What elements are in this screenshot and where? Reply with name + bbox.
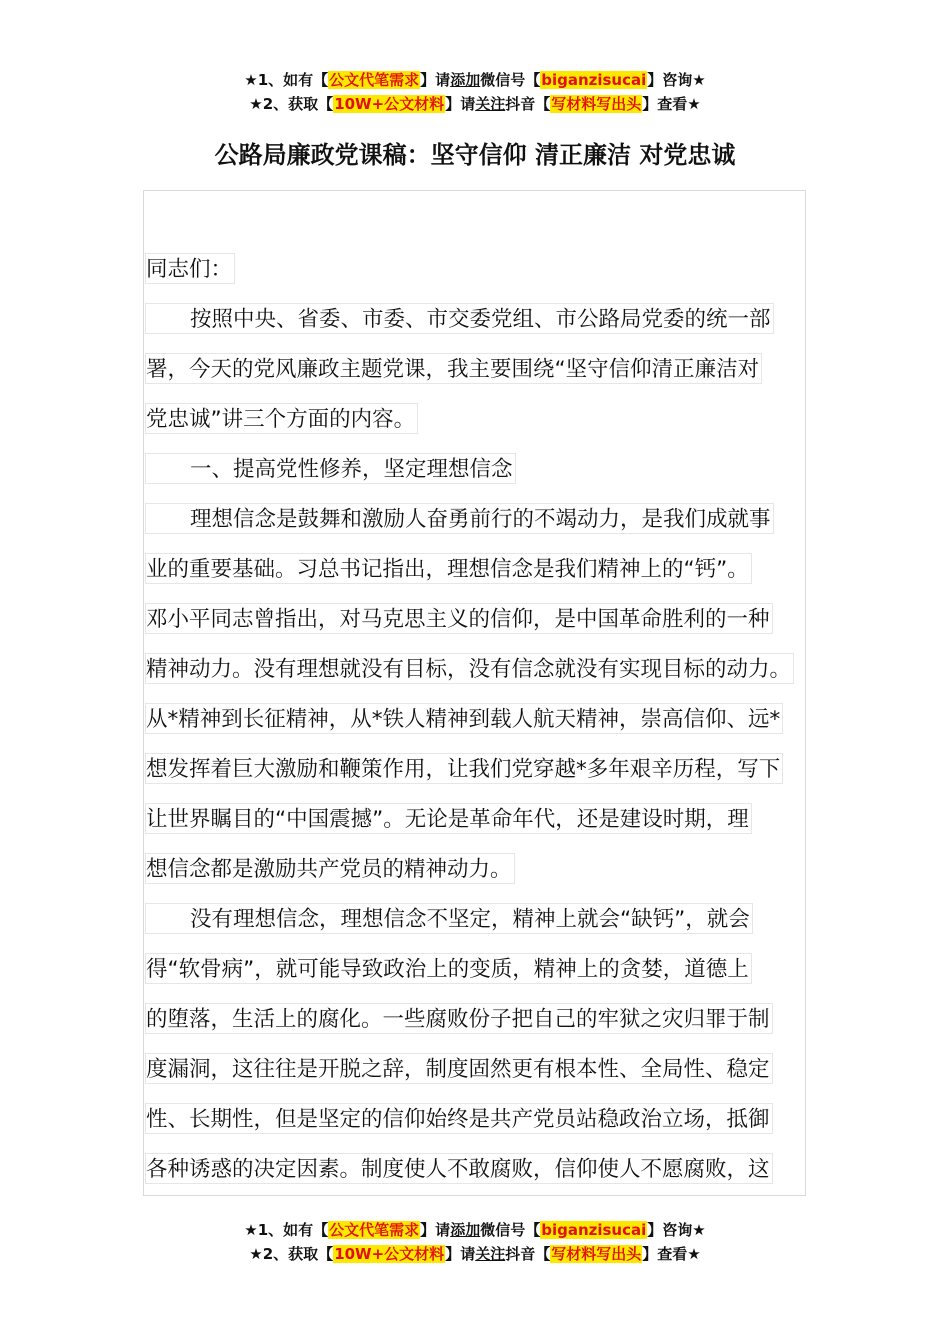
paragraph-line: 党忠诚”讲三个方面的内容。 — [145, 403, 418, 434]
top-banner — [0, 68, 950, 116]
paragraph-line: 按照中央、省委、市委、市交委党组、市公路局党委的统一部 — [145, 303, 774, 334]
paragraph-line: 度漏洞，这往往是开脱之辞，制度固然更有根本性、全局性、稳定 — [145, 1053, 773, 1084]
paragraph-line: 署，今天的党风廉政主题党课，我主要围绕“坚守信仰清正廉洁对 — [145, 353, 762, 384]
banner-emphasis: 添加 — [450, 71, 481, 89]
banner-line-2 — [0, 1242, 950, 1266]
banner-text: 】查看★ — [642, 1245, 701, 1263]
banner-text: ★2、获取【 — [249, 1245, 334, 1263]
banner-text: 】请 — [445, 95, 476, 113]
banner-text: 】请 — [420, 71, 451, 89]
banner-highlight: biganzisucai — [541, 1221, 647, 1239]
banner-highlight: 公文代笔需求 — [329, 1221, 420, 1239]
banner-text: 】查看★ — [642, 95, 701, 113]
paragraph-line: 邓小平同志曾指出，对马克思主义的信仰，是中国革命胜利的一种 — [145, 603, 773, 634]
paragraph-line: 让世界瞩目的“中国震撼”。无论是革命年代，还是建设时期，理 — [145, 803, 752, 834]
salutation-line: 同志们： — [145, 253, 235, 284]
banner-text: 微信号【 — [480, 1221, 541, 1239]
banner-emphasis: 关注 — [475, 95, 506, 113]
banner-emphasis: 关注 — [475, 1245, 506, 1263]
banner-text: 】请 — [420, 1221, 451, 1239]
banner-text: 】咨询★ — [647, 71, 706, 89]
banner-highlight: 10W+公文材料 — [334, 95, 445, 113]
paragraph-line: 的堕落，生活上的腐化。一些腐败份子把自己的牢狱之灾归罪于制 — [145, 1003, 773, 1034]
paragraph-line: 想发挥着巨大激励和鞭策作用，让我们党穿越*多年艰辛历程，写下 — [145, 753, 783, 784]
banner-text: 抖音【 — [505, 1245, 551, 1263]
banner-highlight: 10W+公文材料 — [334, 1245, 445, 1263]
paragraph-line: 想信念都是激励共产党员的精神动力。 — [145, 853, 515, 884]
paragraph-line: 没有理想信念，理想信念不坚定，精神上就会“缺钙”，就会 — [145, 903, 753, 934]
document-body — [145, 253, 825, 1203]
banner-text: 微信号【 — [480, 71, 541, 89]
paragraph-line: 得“软骨病”，就可能导致政治上的变质，精神上的贪婪，道德上 — [145, 953, 752, 984]
paragraph-line: 各种诱惑的决定因素。制度使人不敢腐败，信仰使人不愿腐败，这 — [145, 1153, 773, 1184]
banner-text: ★1、如有【 — [244, 71, 329, 89]
document-title: 公路局廉政党课稿：坚守信仰 清正廉洁 对党忠诚 — [214, 141, 736, 169]
banner-emphasis: 添加 — [450, 1221, 481, 1239]
banner-line-1 — [0, 1218, 950, 1242]
paragraph-line: 业的重要基础。习总书记指出，理想信念是我们精神上的“钙”。 — [145, 553, 752, 584]
banner-line-1 — [0, 68, 950, 92]
paragraph-line: 精神动力。没有理想就没有目标，没有信念就没有实现目标的动力。 — [145, 653, 794, 684]
banner-text: ★1、如有【 — [244, 1221, 329, 1239]
banner-highlight: 公文代笔需求 — [329, 71, 420, 89]
banner-highlight: 写材料写出头 — [551, 1245, 642, 1263]
banner-text: ★2、获取【 — [249, 95, 334, 113]
banner-highlight: 写材料写出头 — [551, 95, 642, 113]
banner-text: 】请 — [445, 1245, 476, 1263]
banner-highlight: biganzisucai — [541, 71, 647, 89]
banner-text: 抖音【 — [505, 95, 551, 113]
paragraph-line: 理想信念是鼓舞和激励人奋勇前行的不竭动力，是我们成就事 — [145, 503, 774, 534]
section-heading: 一、提高党性修养，坚定理想信念 — [145, 453, 516, 484]
bottom-banner — [0, 1218, 950, 1266]
paragraph-line: 性、长期性，但是坚定的信仰始终是共产党员站稳政治立场，抵御 — [145, 1103, 773, 1134]
banner-line-2 — [0, 92, 950, 116]
paragraph-line: 从*精神到长征精神，从*铁人精神到载人航天精神，崇高信仰、远* — [145, 703, 783, 734]
banner-text: 】咨询★ — [647, 1221, 706, 1239]
